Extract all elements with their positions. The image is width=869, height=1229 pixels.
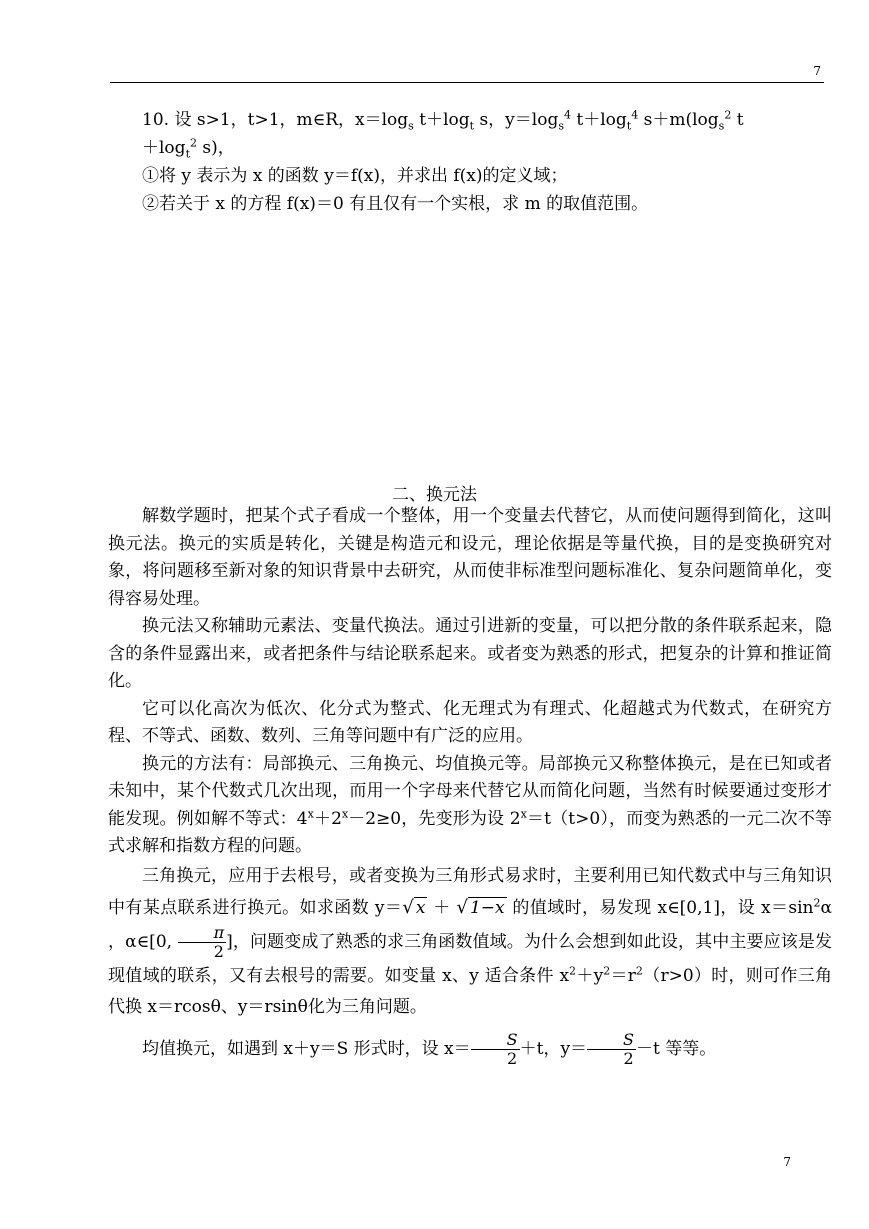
paragraph-text: －t 等等。 [636, 1038, 717, 1059]
paragraph-text: ＋y [576, 965, 604, 986]
subscript: t [185, 147, 190, 161]
paragraph-text: α ，α∈[0, [108, 897, 832, 952]
section-body [108, 503, 832, 1068]
paragraph-4 [108, 751, 832, 861]
paragraph-1: 解数学题时，把某个式子看成一个整体，用一个变量去代替它，从而使问题得到简化，这叫换元法。换元的实质是转化，关键是构造元和设元，理论依据是等量代换，目的是变换研究对象，将问题移至新对象的知识背景中去研究，从而使非标准型问题标准化、复杂问题简单化，变得容易处理。 [108, 506, 832, 609]
superscript: 2 [724, 108, 732, 122]
superscript: 2 [603, 963, 611, 977]
paragraph-text: 三角换元，应用于去根号，或者变换为三角形式易求时，主要利用已知代数式中与三角知识中有某点联系进行换元。如求函数 y＝ [108, 865, 832, 918]
fraction-s-over-2 [587, 1031, 636, 1068]
superscript: x [307, 806, 314, 820]
problem-text: s，y＝log [474, 110, 559, 130]
paragraph-5 [108, 861, 832, 1023]
fraction-s-over-2 [471, 1031, 520, 1068]
paragraph-text: ]，问题变成了熟悉的求三角函数值域。为什么会想到如此设，其中主要应该是发现值域的联系，又有去根号的需要。如变量 x、y 适合条件 x [108, 931, 832, 986]
subscript: s [718, 119, 725, 133]
paragraph-text: －2≥0，先变形为设 2 [348, 808, 521, 829]
superscript: x [520, 806, 527, 820]
fraction-denominator: 2 [623, 1048, 634, 1068]
problem-text: s)， [196, 138, 235, 158]
paragraph-text: ＝r [610, 965, 636, 986]
fraction-denominator: 2 [213, 941, 224, 961]
paragraph-text: ＋2 [313, 808, 342, 829]
problem-text: t＋log [413, 110, 470, 130]
radicand: x [415, 897, 426, 918]
paragraph-text: 换元的方法有：局部换元、三角换元、均值换元等。局部换元又称整体换元，是在已知或者未知中，某个代数式几次出现，而用一个字母来代替它从而简化问题，当然有时候要通过变形才能发现。例如解不等式：4 [108, 753, 832, 829]
superscript: 2 [569, 963, 577, 977]
superscript: 2 [189, 136, 197, 150]
problem-text: ＋log [142, 138, 186, 158]
fraction-numerator: S [587, 1031, 636, 1050]
subscript: t [469, 119, 475, 133]
paragraph-text: 的值域时，易发现 x∈[0,1]，设 x＝sin [506, 897, 814, 918]
paragraph-text: 均值换元，如遇到 x＋y＝S 形式时，设 x＝ [142, 1038, 471, 1059]
superscript: 4 [631, 108, 639, 122]
radical-sign: √ [456, 896, 468, 918]
footer-page-number: 7 [783, 1155, 791, 1169]
problem-text: t [731, 110, 744, 130]
subscript: s [408, 119, 414, 133]
superscript: 2 [813, 895, 821, 909]
fraction-numerator: S [471, 1031, 520, 1050]
header-rule [110, 82, 824, 83]
paragraph-6 [108, 1031, 832, 1068]
header-page-number: 7 [813, 64, 821, 78]
fraction-pi-over-2 [178, 924, 227, 961]
paragraph-text: ＝t（t>0），而变为熟悉的一元二次不等式求解和指数方程的问题。 [108, 808, 832, 856]
subscript: t [626, 119, 632, 133]
paragraph-2: 换元法又称辅助元素法、变量代换法。通过引进新的变量，可以把分散的条件联系起来，隐含的条件显露出来，或者把条件与结论联系起来。或者变为熟悉的形式，把复杂的计算和推证简化。 [108, 616, 832, 691]
problem-text: t＋log [571, 110, 627, 130]
fraction-denominator: 2 [507, 1048, 518, 1068]
section-title: 二、换元法 [392, 485, 477, 505]
superscript: 4 [564, 108, 571, 122]
paragraph-text: ＋ [427, 897, 457, 918]
problem-part-2: ②若关于 x 的方程 f(x)＝0 有且仅有一个实根，求 m 的取值范围。 [142, 194, 649, 214]
radicand: 1−x [469, 897, 505, 918]
superscript: x [341, 806, 349, 820]
superscript: 2 [635, 963, 643, 977]
radical-sign: √ [402, 896, 414, 918]
subscript: s [558, 119, 564, 133]
fraction-numerator: π [178, 924, 227, 943]
problem-text: 10. 设 s>1，t>1，m∈R，x＝log [142, 110, 409, 130]
problem-text: s＋m(log [638, 110, 719, 130]
paragraph-text: （r>0）时，则可作三角代换 x＝rcosθ、y＝rsinθ化为三角问题。 [108, 965, 832, 1017]
paragraph-3: 它可以化高次为低次、化分式为整式、化无理式为有理式、化超越式为代数式，在研究方程、不等式、函数、数列、三角等问题中有广泛的应用。 [108, 698, 832, 746]
problem-part-1: ①将 y 表示为 x 的函数 y＝f(x)，并求出 f(x)的定义域； [142, 166, 568, 186]
paragraph-text: ＋t，y＝ [519, 1038, 588, 1059]
problem-10 [142, 106, 832, 218]
problem-statement [142, 106, 832, 162]
